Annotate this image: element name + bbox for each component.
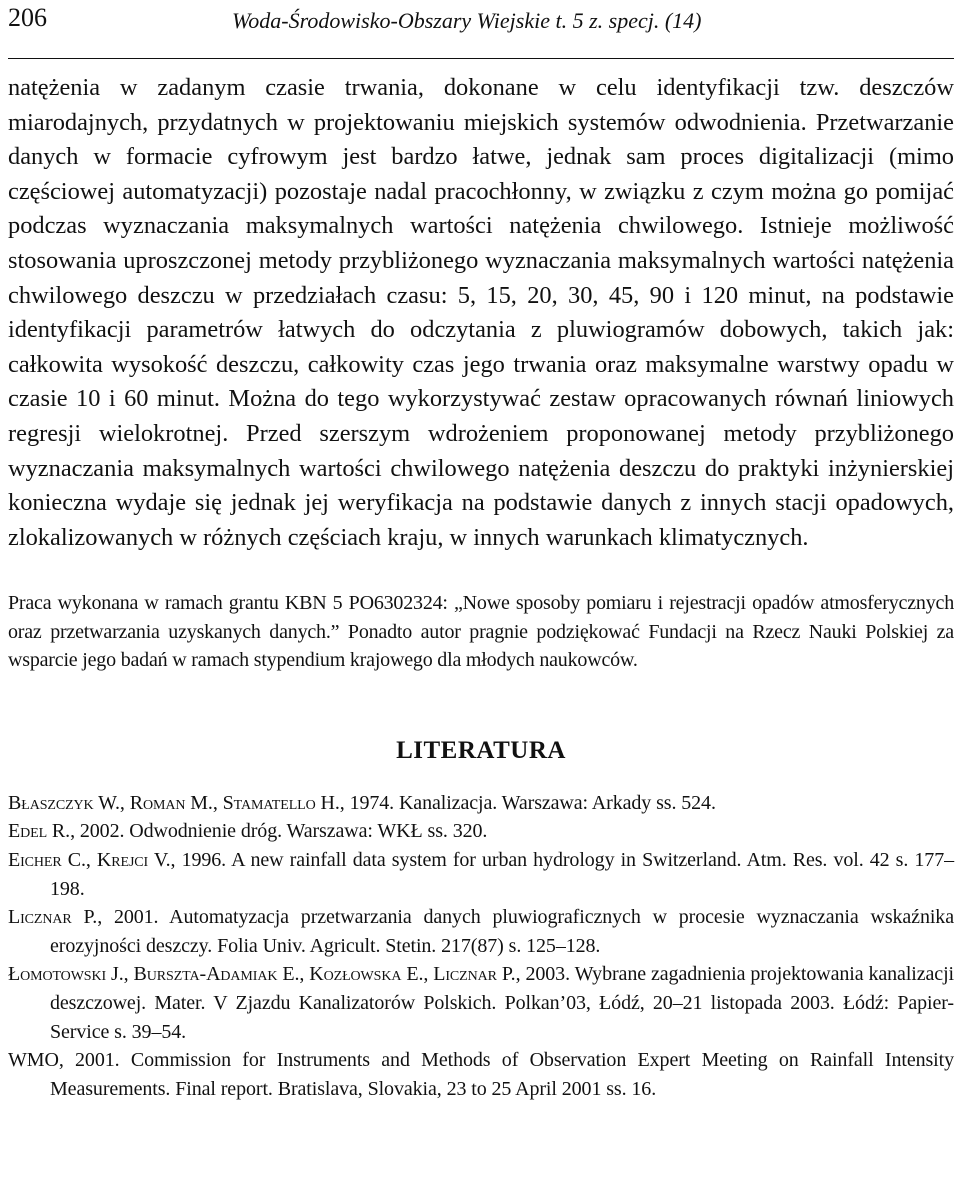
- reference-text: , 1974. Kanalizacja. Warszawa: Arkady ss. 524.: [339, 791, 716, 814]
- reference-item: [8, 1046, 954, 1103]
- references-list: [8, 789, 954, 1104]
- reference-authors: Eicher C., Krejci V.: [8, 849, 171, 871]
- running-header: [8, 0, 954, 59]
- reference-text: , 2002. Odwodnienie dróg. Warszawa: WKŁ ss. 320.: [70, 820, 488, 843]
- reference-item: [8, 960, 954, 1046]
- journal-title: Woda-Środowisko-Obszary Wiejskie t. 5 z. specj. (14): [232, 8, 702, 33]
- reference-text: , 1996. A new rainfall data system for urban hydrology in Switzerland. Atm. Res. vol. 42 s. 177–198.: [50, 849, 954, 900]
- acknowledgement-note: Praca wykonana w ramach grantu KBN 5 PO6302324: „Nowe sposoby pomiaru i rejestracji opadów atmosferycznych oraz przetwarzania uzyskanych danych.” Ponadto autor pragnie podziękować Fundacji na Rzecz Nauki Polskiej za wsparcie jego badań w ramach stypendium krajowego dla młodych naukowców.: [8, 592, 954, 672]
- body-paragraph: natężenia w zadanym czasie trwania, dokonane w celu identyfikacji tzw. deszczów miarodajnych, przydatnych w projektowaniu miejskich systemów odwodnienia. Przetwarzanie danych w formacie cyfrowym jest bardzo łatwe, jednak sam proces digitalizacji (mimo częściowej automatyzacji) pozostaje nadal pracochłonny, w związku z czym można go pomijać podczas wyznaczania maksymalnych wartości natężenia chwilowego. Istnieje możliwość stosowania uproszczonej metody przybliżonego wyznaczania maksymalnych wartości natężenia chwilowego deszczu w przedziałach czasu: 5, 15, 20, 30, 45, 90 i 120 minut, na podstawie identyfikacji parametrów łatwych do odczytania z pluwiogramów dobowych, takich jak: całkowita wysokość deszczu, całkowity czas jego trwania oraz maksymalne warstwy opadu w czasie 10 i 60 minut. Można do tego wykorzystywać zestaw opracowanych równań liniowych regresji wielokrotnej. Przed szerszym wdrożeniem proponowanej metody przybliżonego wyznaczania maksymalnych wartości chwilowego natężenia deszczu do praktyki inżynierskiej konieczna wydaje się jednak jej weryfikacja na podstawie danych z innych stacji opadowych, zlokalizowanych w różnych częściach kraju, w innych warunkach klimatycznych.: [8, 74, 954, 551]
- reference-authors: Łomotowski J., Burszta-Adamiak E., Kozłowska E., Licznar P.: [8, 963, 516, 986]
- reference-item: [8, 903, 954, 960]
- reference-authors: Edel R.: [8, 820, 71, 843]
- reference-authors: Licznar P.: [8, 906, 98, 929]
- reference-text: , 2001. Commission for Instruments and Methods of Observation Expert Meeting on Rainfall Intensity Measurements. Final report. Bratislava, Slovakia, 23 to 25 April 2001 ss. 16.: [50, 1049, 954, 1100]
- reference-authors: Błaszczyk W., Roman M., Stamatello H.: [8, 791, 340, 814]
- document-page: [8, 0, 954, 1103]
- reference-authors: WMO: [8, 1049, 59, 1072]
- reference-text: , 2001. Automatyzacja przetwarzania danych pluwiograficznych w procesie wyznaczania wskaźnika erozyjności deszczy. Folia Univ. Agricult. Stetin. 217(87) s. 125–128.: [50, 906, 954, 957]
- reference-item: [8, 846, 954, 903]
- reference-item: [8, 817, 954, 846]
- references-heading: LITERATURA: [396, 736, 566, 764]
- reference-item: [8, 789, 954, 818]
- reference-text: , 2003. Wybrane zagadnienia projektowania kanalizacji deszczowej. Mater. V Zjazdu Kanalizatorów Polskich. Polkan’03, Łódź, 20–21 listopada 2003. Łódź: Papier-Service s. 39–54.: [50, 963, 954, 1043]
- page-number: 206: [8, 3, 47, 32]
